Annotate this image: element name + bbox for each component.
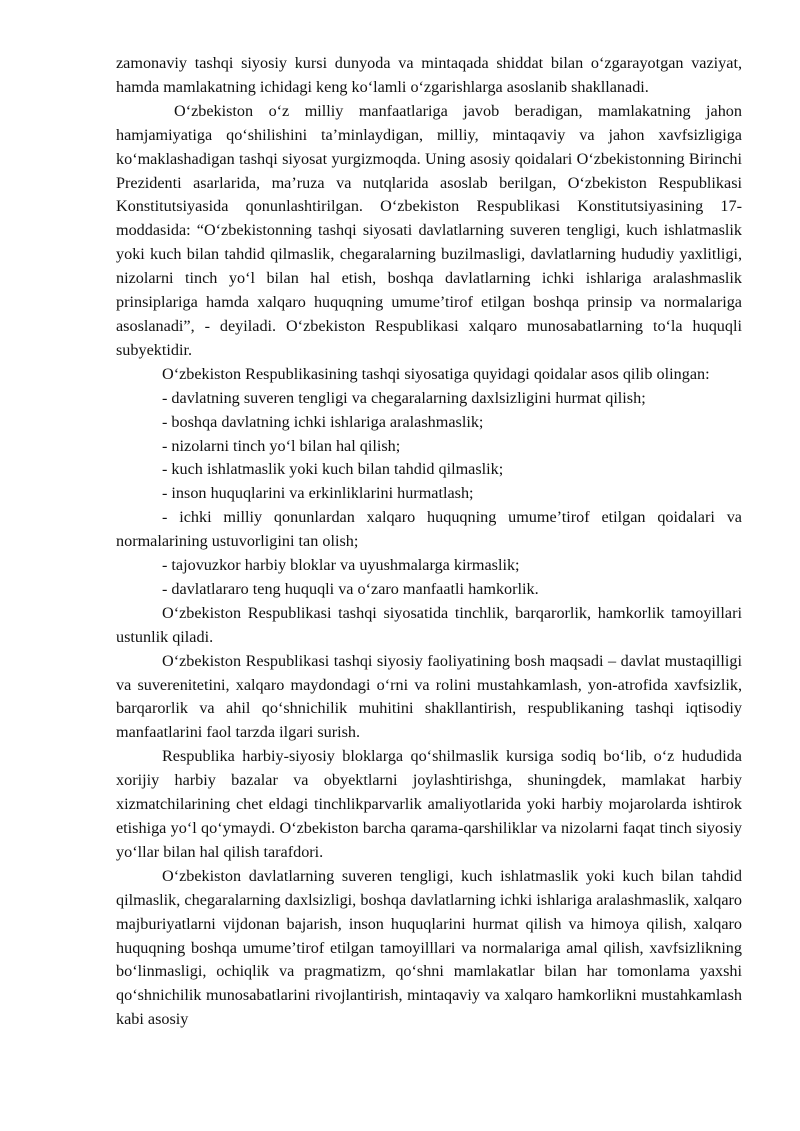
paragraph: O‘zbekiston Respublikasi tashqi siyosiy faoliyatining bosh maqsadi – davlat mustaqilligi va suverenitetini, xalqaro maydondagi o‘rni va rolini mustahkamlash, yon-atrofida xavfsizlik, barqarorlik va ahil qo‘shnichilik muhitini shakllantirish, respublikaning tashqi iqtisodiy manfaatlarini faol tarzda ilgari surish. (116, 651, 742, 742)
document-page (116, 52, 742, 1032)
paragraph: O‘zbekiston Respublikasining tashqi siyosatiga quyidagi qoidalar asos qilib olingan: (162, 364, 710, 383)
paragraph: Respublika harbiy-siyosiy bloklarga qo‘shilmaslik kursiga sodiq bo‘lib, o‘z hududida xorijiy harbiy bazalar va obyektlarni joylashtirishga, shuningdek, mamlakat harbiy xizmatchilarining chet eldagi tinchlikparvarlik amaliyotlarida yoki harbiy mojarolarda ishtirok etishiga yo‘l qo‘ymaydi. O‘zbekiston barcha qarama-qarshiliklar va nizolarni faqat tinch siyosiy yo‘llar bilan hal qilish tarafdori. (116, 747, 742, 861)
paragraph: O‘zbekiston Respublikasi tashqi siyosatida tinchlik, barqarorlik, hamkorlik tamoyillari ustunlik qiladi. (116, 603, 742, 646)
list-item: - boshqa davlatning ichki ishlariga aralashmaslik; (162, 412, 484, 431)
list-item: - davlatning suveren tengligi va chegaralarning daxlsizligini hurmat qilish; (162, 388, 646, 407)
list-item: - tajovuzkor harbiy bloklar va uyushmalarga kirmaslik; (162, 556, 520, 575)
list-item: - kuch ishlatmaslik yoki kuch bilan tahdid qilmaslik; (162, 460, 504, 479)
paragraph: zamonaviy tashqi siyosiy kursi dunyoda va mintaqada shiddat bilan o‘zgarayotgan vaziyat, hamda mamlakatning ichidagi keng ko‘lamli o‘zgarishlarga asoslanib shakllanadi. (116, 54, 742, 96)
paragraph: O‘zbekiston davlatlarning suveren tengligi, kuch ishlatmaslik yoki kuch bilan tahdid qilmaslik, chegaralarning daxlsizligi, boshqa davlatlarning ichki ishlariga aralashmaslik, xalqaro majburiyatlarni vijdonan bajarish, inson huquqlarini hurmat qilish va himoya qilish, xalqaro huquqning boshqa umume’tirof etilgan tamoyilllari va normalariga amal qilish, xavfsizlikning bo‘linmasligi, ochiqlik va pragmatizm, qo‘shni mamlakatlar bilan har tomonlama yaxshi qo‘shnichilik munosabatlarini rivojlantirish, mintaqaviy va xalqaro hamkorlikni mustahkamlash kabi asosiy (116, 866, 742, 1029)
list-item: - inson huquqlarini va erkinliklarini hurmatlash; (162, 484, 474, 503)
list-item: - nizolarni tinch yo‘l bilan hal qilish; (162, 436, 401, 455)
list-item: - ichki milliy qonunlardan xalqaro huquqning umume’tirof etilgan qoidalari va normalarining ustuvorligini tan olish; (116, 508, 742, 551)
list-item: - davlatlararo teng huquqli va o‘zaro manfaatli hamkorlik. (162, 579, 539, 598)
paragraph: O‘zbekiston o‘z milliy manfaatlariga javob beradigan, mamlakatning jahon hamjamiyatiga qo‘shilishini ta’minlaydigan, milliy, mintaqaviy va jahon xavfsizligiga ko‘maklashadigan tashqi siyosat yurgizmoqda. Uning asosiy qoidalari O‘zbekistonning Birinchi Prezidenti asarlarida, ma’ruza va nutqlarida asoslab berilgan, O‘zbekiston Respublikasi Konstitutsiyasida qonunlashtirilgan. O‘zbekiston Respublikasi Konstitutsiyasining 17-moddasida: “O‘zbekistonning tashqi siyosati davlatlarning suveren tengligi, kuch ishlatmaslik yoki kuch bilan tahdid qilmaslik, chegaralarning buzilmasligi, davlatlarning hududiy yaxlitligi, nizolarni tinch yo‘l bilan hal etish, boshqa davlatlarning ichki ishlariga aralashmaslik prinsiplariga hamda xalqaro huquqning umume’tirof etilgan boshqa prinsip va normalariga asoslanadi”, - deyiladi. O‘zbekiston Respublikasi xalqaro munosabatlarning to‘la huquqli subyektidir. (116, 101, 742, 359)
